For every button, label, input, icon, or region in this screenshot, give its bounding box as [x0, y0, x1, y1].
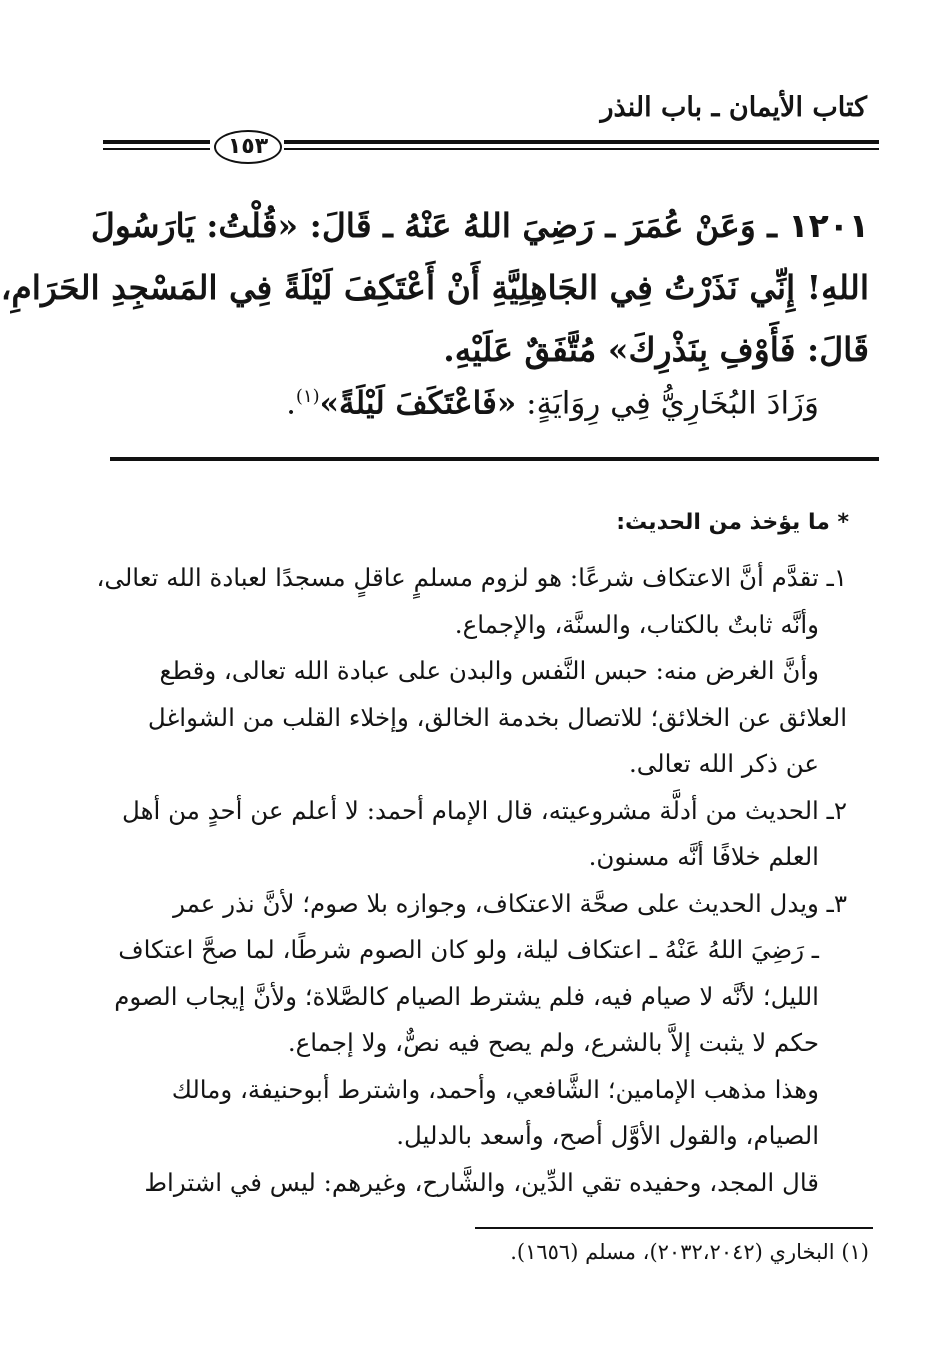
body-line: حكم لا يثبت إلاَّ بالشرع، ولم يصح فيه نصٌّ، ولا إجماع. [287, 1028, 819, 1057]
section-heading: * ما يؤخذ من الحديث: [616, 510, 849, 535]
body-line: قال المجد، وحفيده تقي الدِّين، والشَّارح، وغيرهم: ليس في اشتراط [144, 1167, 819, 1197]
body-line: وهذا مذهب الإمامين؛ الشَّافعي، وأحمد، واشترط أبوحنيفة، ومالك [171, 1074, 819, 1104]
page-number: ١٥٣ [214, 130, 282, 164]
body-line: ١ـ تقدَّم أنَّ الاعتكاف شرعًا: هو لزوم مسلمٍ عاقلٍ مسجدًا لعبادة الله تعالى، [96, 563, 847, 592]
footnote-rule [475, 1227, 873, 1229]
hadith-line-1 [90, 195, 869, 257]
hadith-addition-prefix: وَزَادَ البُخَارِيُّ فِي رِوَايَةٍ: [516, 385, 819, 422]
footnote: (١) البخاري (٢٠٣٢،٢٠٤٢)، مسلم (١٦٥٦). [510, 1240, 869, 1264]
body-line: ـ رَضِيَ اللهُ عَنْهُ ـ اعتكاف ليلة، ولو كان الصوم شرطًا، لما صحَّ اعتكاف [118, 935, 819, 964]
page-number-badge [210, 128, 284, 166]
hadith-text [0, 195, 869, 381]
footnote-reference: (١) [295, 386, 320, 407]
hadith-line-1-text: ـ وَعَنْ عُمَرَ ـ رَضِيَ اللهُ عَنْهُ ـ قَالَ: «قُلْتُ: يَارَسُولَ [90, 206, 777, 245]
body-line: عن ذكر الله تعالى. [628, 749, 819, 778]
running-header-title: كتاب الأيمان ـ باب النذر [600, 92, 867, 123]
body-line: وأنَّه ثابتٌ بالكتاب، والسنَّة، والإجماع. [454, 609, 819, 639]
section-body [96, 555, 847, 1206]
body-line: وأنَّ الغرض منه: حبس النَّفس والبدن على عبادة الله تعالى، وقطع [159, 656, 819, 685]
section-divider [110, 457, 879, 461]
hadith-line-3: قَالَ: فَأَوْفِ بِنَذْرِكَ» مُتَّفَقٌ عَلَيْهِ. [443, 330, 869, 369]
body-line: ٢ـ الحديث من أدلَّة مشروعيته، قال الإمام أحمد: لا أعلم عن أحدٍ من أهل [122, 795, 847, 825]
hadith-addition [119, 372, 819, 428]
body-line: العلم خلافًا أنَّه مسنون. [588, 842, 819, 871]
body-line: ٣ـ ويدل الحديث على صحَّة الاعتكاف، وجوازه بلا صوم؛ لأنَّ نذر عمر [173, 888, 847, 918]
body-line: الليل؛ لأنَّه لا صيام فيه، فلم يشترط الصيام كالصَّلاة؛ ولأنَّ إيجاب الصوم [114, 981, 819, 1011]
hadith-addition-suffix: . [286, 385, 296, 422]
body-line: الصيام، والقول الأوَّل أصح، وأسعد بالدليل. [396, 1121, 819, 1150]
body-line: العلائق عن الخلائق؛ للاتصال بخدمة الخالق، وإخلاء القلب من الشواغل [147, 702, 847, 732]
hadith-addition-quote: «فَاعْتَكَفَ لَيْلَةً» [319, 385, 517, 422]
hadith-number: ١٢٠١ [788, 206, 869, 245]
hadith-line-2: اللهِ! إِنِّي نَذَرْتُ فِي الجَاهِلِيَّةِ أَنْ أَعْتَكِفَ لَيْلَةً فِي المَسْجِدِ الحَرَامِ، [0, 268, 869, 307]
